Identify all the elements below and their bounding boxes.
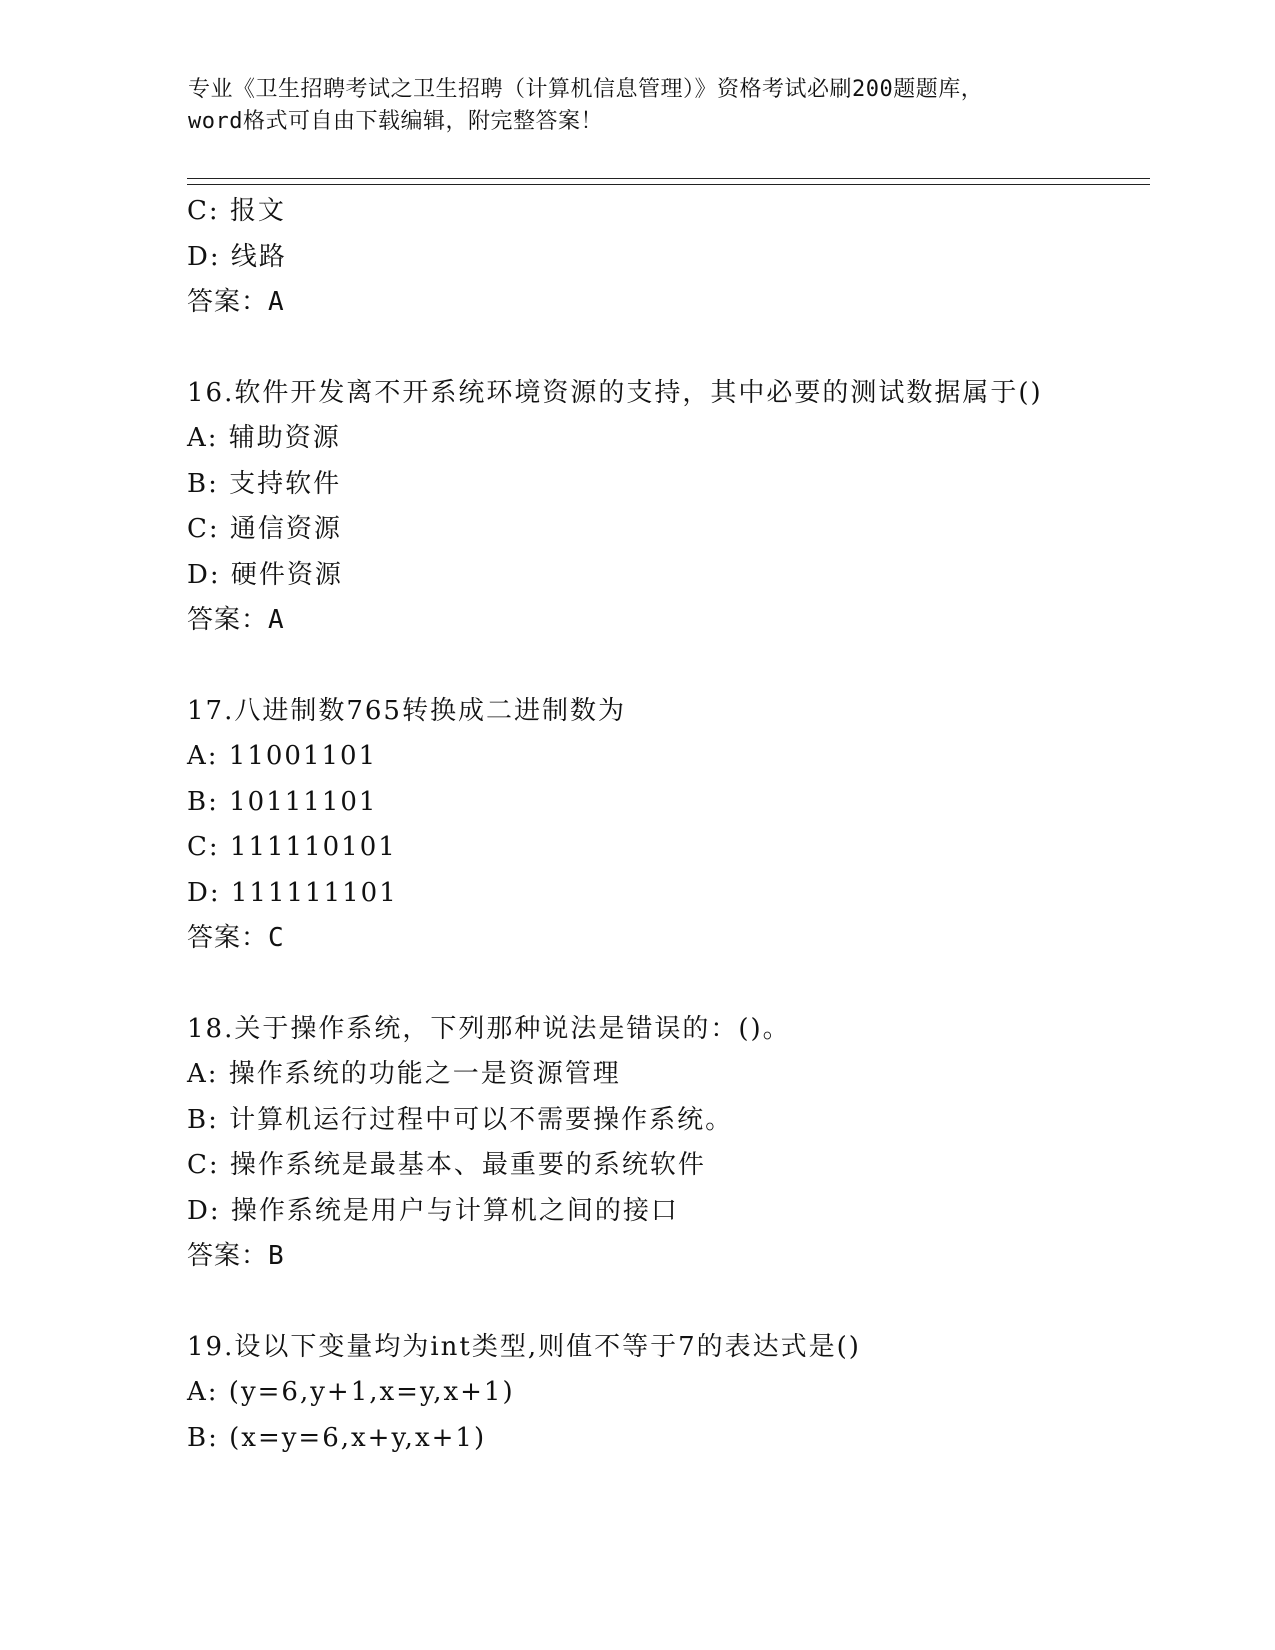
option-b: B: 10111101 (187, 786, 378, 817)
spacer (187, 962, 1147, 1007)
question-text: 16.软件开发离不开系统环境资源的支持，其中必要的测试数据属于() (187, 377, 1043, 408)
option-b: B: 计算机运行过程中可以不需要操作系统。 (187, 1104, 734, 1135)
header-divider-bottom (187, 184, 1150, 185)
answer-text: 答案：C (187, 923, 285, 953)
option-d: D: 111111101 (187, 877, 398, 908)
option-c: C: 操作系统是最基本、最重要的系统软件 (187, 1150, 706, 1180)
option-a: A: 11001101 (187, 741, 378, 771)
option-b: B: (x=y=6,x+y,x+1) (187, 1422, 487, 1453)
spacer (187, 644, 1147, 689)
spacer (187, 326, 1147, 371)
question-block-15 (187, 189, 1147, 326)
option-d: D: 操作系统是用户与计算机之间的接口 (187, 1195, 679, 1226)
question-text: 18.关于操作系统，下列那种说法是错误的：()。 (187, 1013, 791, 1044)
header-title-line-1: 专业《卫生招聘考试之卫生招聘（计算机信息管理）》资格考试必刷200题题库， (188, 77, 984, 102)
header-title-line-2: word格式可自由下载编辑，附完整答案！ (188, 109, 603, 134)
question-block-18 (187, 1007, 1147, 1280)
question-list (187, 189, 1147, 1461)
header-divider-top (187, 178, 1150, 179)
question-text: 19.设以下变量均为int类型,则值不等于7的表达式是() (187, 1331, 861, 1362)
question-text: 17.八进制数765转换成二进制数为 (187, 695, 626, 726)
option-b: B: 支持软件 (187, 468, 342, 499)
option-d: D: 硬件资源 (187, 559, 343, 590)
option-a: A: (y=6,y+1,x=y,x+1) (187, 1377, 515, 1407)
option-c: C: 报文 (187, 196, 286, 226)
answer-text: 答案：A (187, 287, 285, 317)
question-block-16 (187, 371, 1147, 644)
document-header (188, 74, 1088, 138)
question-block-19 (187, 1325, 1147, 1462)
option-c: C: 111110101 (187, 832, 397, 862)
option-a: A: 辅助资源 (187, 423, 341, 453)
question-block-17 (187, 689, 1147, 962)
answer-text: 答案：A (187, 605, 285, 635)
option-c: C: 通信资源 (187, 514, 342, 544)
option-a: A: 操作系统的功能之一是资源管理 (187, 1059, 621, 1089)
spacer (187, 1280, 1147, 1325)
answer-text: 答案：B (187, 1241, 285, 1271)
option-d: D: 线路 (187, 241, 287, 272)
